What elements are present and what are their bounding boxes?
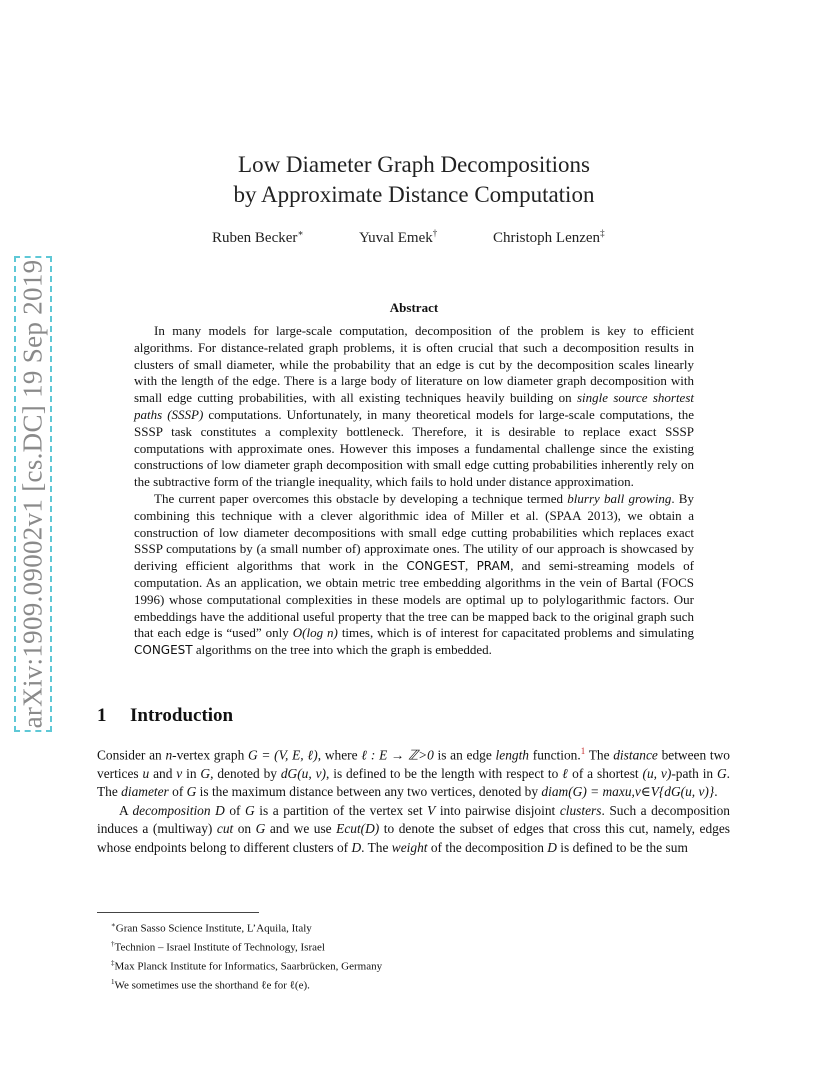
footnotes xyxy=(97,918,730,994)
author-1 xyxy=(212,228,304,247)
footnote-link-1[interactable]: 1 xyxy=(580,746,586,756)
abstract-heading: Abstract xyxy=(389,300,439,315)
arxiv-stamp[interactable]: arXiv:1909.09002v1 [cs.DC] 19 Sep 2019 xyxy=(17,259,48,729)
author-name: Yuval Emek xyxy=(359,230,433,246)
author-mark[interactable]: ‡ xyxy=(600,228,605,238)
footnote-1: ∗Gran Sasso Science Institute, L’Aquila, Italy xyxy=(111,921,312,935)
author-mark[interactable]: † xyxy=(432,228,438,238)
abstract-paragraph-1: In many models for large-scale computation, decomposition of the problem is key to efficient algorithms. For distance-related graph problems, it is often crucial that such a decomposition results in clusters of small diameter, while the probability that an edge is cut by the decomposition scales linearly with the length of the edge. There is a large body of literature on low diameter graph decomposition with small edge cutting probabilities, with all existing techniques heavily building on single source shortest paths (SSSP) computations. Unfortunately, in many theoretical models for large-scale computations, the SSSP task constitutes a complexity bottleneck. Therefore, it is desirable to replace exact SSSP computations with approximate ones. However this imposes a fundamental challenge since the existing constructions of low diameter graph decomposition with small edge cutting probabilities inherently rely on the subtractive form of the triangle inequality, which fails to hold under distance approximation. xyxy=(134,323,695,490)
section-number: 1 xyxy=(97,705,107,726)
intro-paragraph-2: A decomposition D of G is a partition of the vertex set V into pairwise disjoint clusters. Such a decomposition induces a (multiway) cut on G and we use Ecut(D) to denote the subset of edges that cross this cut, namely, edges whose endpoints belong to different clusters of D. The weight of the decomposition D is defined to be the sum xyxy=(97,802,730,855)
intro-paragraph-1: Consider an n-vertex graph G = (V, E, ℓ), where ℓ : E → ℤ>0 is an edge length function.$^1$ The distance between two vertices u and v in G, denoted by dG(u, v), is defined to be the length with respect to ℓ of a shortest (u, v)-path in G. The diameter of G is the maximum distance between any two vertices, denoted by diam(G) = maxu,v∈V{dG(u, v)}. xyxy=(97,746,731,800)
footnote-3: ‡Max Planck Institute for Informatics, Saarbrücken, Germany xyxy=(111,958,383,973)
footnote-2: †Technion – Israel Institute of Technology, Israel xyxy=(111,939,325,954)
paper-title xyxy=(0,150,828,210)
footnote-4: $^1$We sometimes use the shorthand ℓe for ℓ(e). xyxy=(111,977,310,992)
section-heading-introduction xyxy=(97,705,233,727)
author-mark[interactable]: ∗ xyxy=(297,228,304,238)
title-line-1: Low Diameter Graph Decompositions xyxy=(238,152,590,177)
author-3 xyxy=(493,228,605,247)
author-name: Ruben Becker xyxy=(212,230,298,246)
footnote-rule xyxy=(97,912,259,913)
abstract-paragraph-2: The current paper overcomes this obstacle by developing a technique termed blurry ball growing. By combining this technique with a clever algorithmic idea of Miller et al. (SPAA 2013), we obtain a construction of low diameter decompositions with small edge cutting probabilities which replaces exact SSSP computations by (a small number of) approximate ones. The utility of our approach is showcased by deriving efficient algorithms that work in the CONGEST, PRAM, and semi-streaming models of computation. As an application, we obtain metric tree embedding algorithms in the vein of Bartal (FOCS 1996) whose computational complexities in these models are optimal up to polylogarithmic factors. Our embeddings have the additional useful property that the tree can be mapped back to the original graph such that each edge is “used” only O(log n) times, which is of interest for capacitated problems and simulating CONGEST algorithms on the tree into which the graph is embedded. xyxy=(134,490,695,658)
abstract xyxy=(134,323,694,659)
section-title: Introduction xyxy=(130,705,234,726)
author-name: Christoph Lenzen xyxy=(493,230,601,246)
author-2 xyxy=(359,228,437,247)
introduction-body xyxy=(97,742,730,857)
title-line-2: by Approximate Distance Computation xyxy=(233,182,595,207)
